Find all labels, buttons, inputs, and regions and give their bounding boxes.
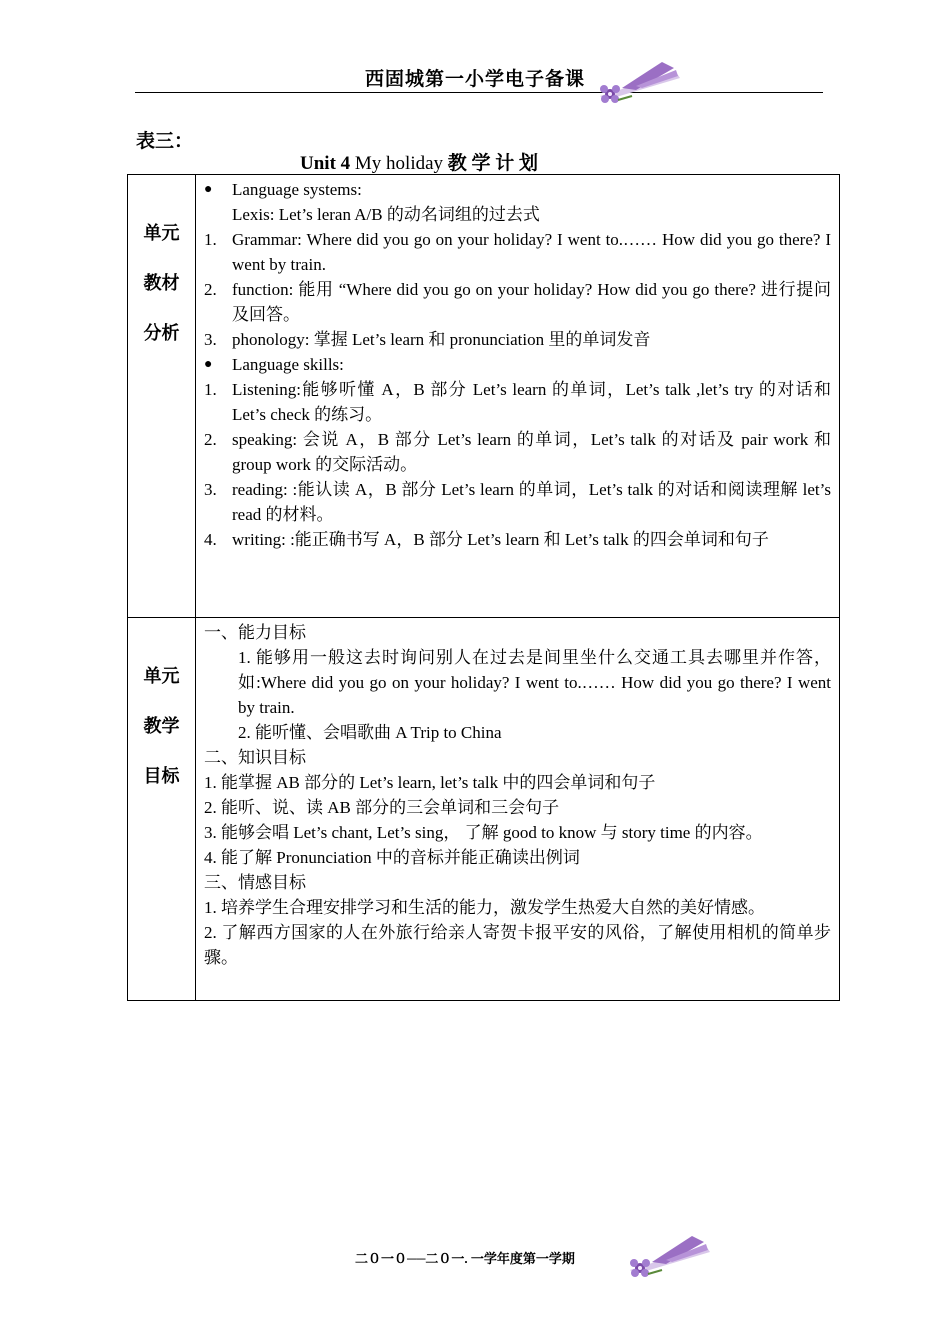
footer-school-year: 二０一０──二０一. 一学年度第一学期 [355, 1251, 575, 1266]
material-analysis-content [196, 175, 840, 618]
section-label-material-analysis: 单元 教材 分析 [128, 175, 196, 618]
table-label: 表三： [136, 131, 194, 152]
school-header-title: 西固城第一小学电子备课 [364, 69, 585, 90]
table-row [128, 175, 840, 618]
section-label-teaching-goals: 单元 教学 目标 [128, 618, 196, 1001]
list-item: 3. 能够会唱 Let’s chant, Let’s sing， 了解 good to know 与 story time 的内容。 [204, 823, 763, 842]
goal-heading-emotion: 三、情感目标 [204, 873, 306, 892]
bullet-icon: ● [204, 182, 213, 197]
list-item: 4. 能了解 Pronunciation 中的音标并能正确读出例词 [204, 848, 580, 867]
table-row [128, 618, 840, 1001]
list-item: 2. 能听、说、读 AB 部分的三会单词和三会句子 [204, 798, 560, 817]
list-item: 1. 培养学生合理安排学习和生活的能力，激发学生热爱大自然的美好情感。 [204, 898, 765, 917]
list-item: 1. 能掌握 AB 部分的 Let’s learn, let’s talk 中的四会单词和句子 [204, 773, 656, 792]
list-item: 1. 能够用一般这去时询问别人在过去是间里坐什么交通工具去哪里并作答，如:Where did you go on your holiday? I went to.…… How did you go there? I went by train. [238, 648, 831, 717]
plan-label: 教 学 计 划 [443, 153, 539, 174]
list-item: ● Language skills: [204, 352, 831, 377]
list-item: 1. Grammar: Where did you go on your holiday? I went to.…… How did you go there? I went by train. [204, 230, 831, 274]
list-item: 1. Listening:能够听懂 A，B 部分 Let’s learn 的单词，Let’s talk ,let’s try 的对话和 Let’s check 的练习。 [204, 380, 831, 424]
goal-heading-knowledge: 二、知识目标 [204, 748, 306, 767]
list-item: 3. phonology: 掌握 Let’s learn 和 pronunciation 里的单词发音 [204, 330, 651, 349]
list-item: 2. 了解西方国家的人在外旅行给亲人寄贺卡报平安的风俗，了解使用相机的简单步骤。 [204, 923, 831, 967]
header-divider [135, 92, 823, 93]
purple-flower-quill-icon [622, 1232, 714, 1278]
unit-number: Unit 4 [300, 153, 351, 174]
list-item: 2. function: 能用 “Where did you go on your holiday? How did you go there? 进行提问及回答。 [204, 280, 831, 324]
teaching-plan-table [127, 174, 840, 1001]
goal-heading-ability: 一、能力目标 [204, 623, 306, 642]
list-item: 2. 能听懂、会唱歌曲 A Trip to China [238, 723, 502, 742]
purple-flower-quill-icon [592, 58, 684, 104]
unit-name: My holiday [350, 153, 444, 174]
teaching-goals-content [196, 618, 840, 1001]
list-item: 4. writing: :能正确书写 A，B 部分 Let’s learn 和 Let’s talk 的四会单词和句子 [204, 530, 769, 549]
list-item: 2. speaking: 会说 A，B 部分 Let’s learn 的单词，Let’s talk 的对话及 pair work 和 group work 的交际活动。 [204, 430, 831, 474]
list-item: ● Language systems: [204, 177, 831, 202]
bullet-icon: ● [204, 357, 213, 372]
unit-title [300, 148, 538, 175]
lexis-line: Lexis: Let’s leran A/B 的动名词组的过去式 [232, 205, 540, 224]
list-item: 3. reading: :能认读 A，B 部分 Let’s learn 的单词，Let’s talk 的对话和阅读理解 let’s read 的材料。 [204, 480, 831, 524]
